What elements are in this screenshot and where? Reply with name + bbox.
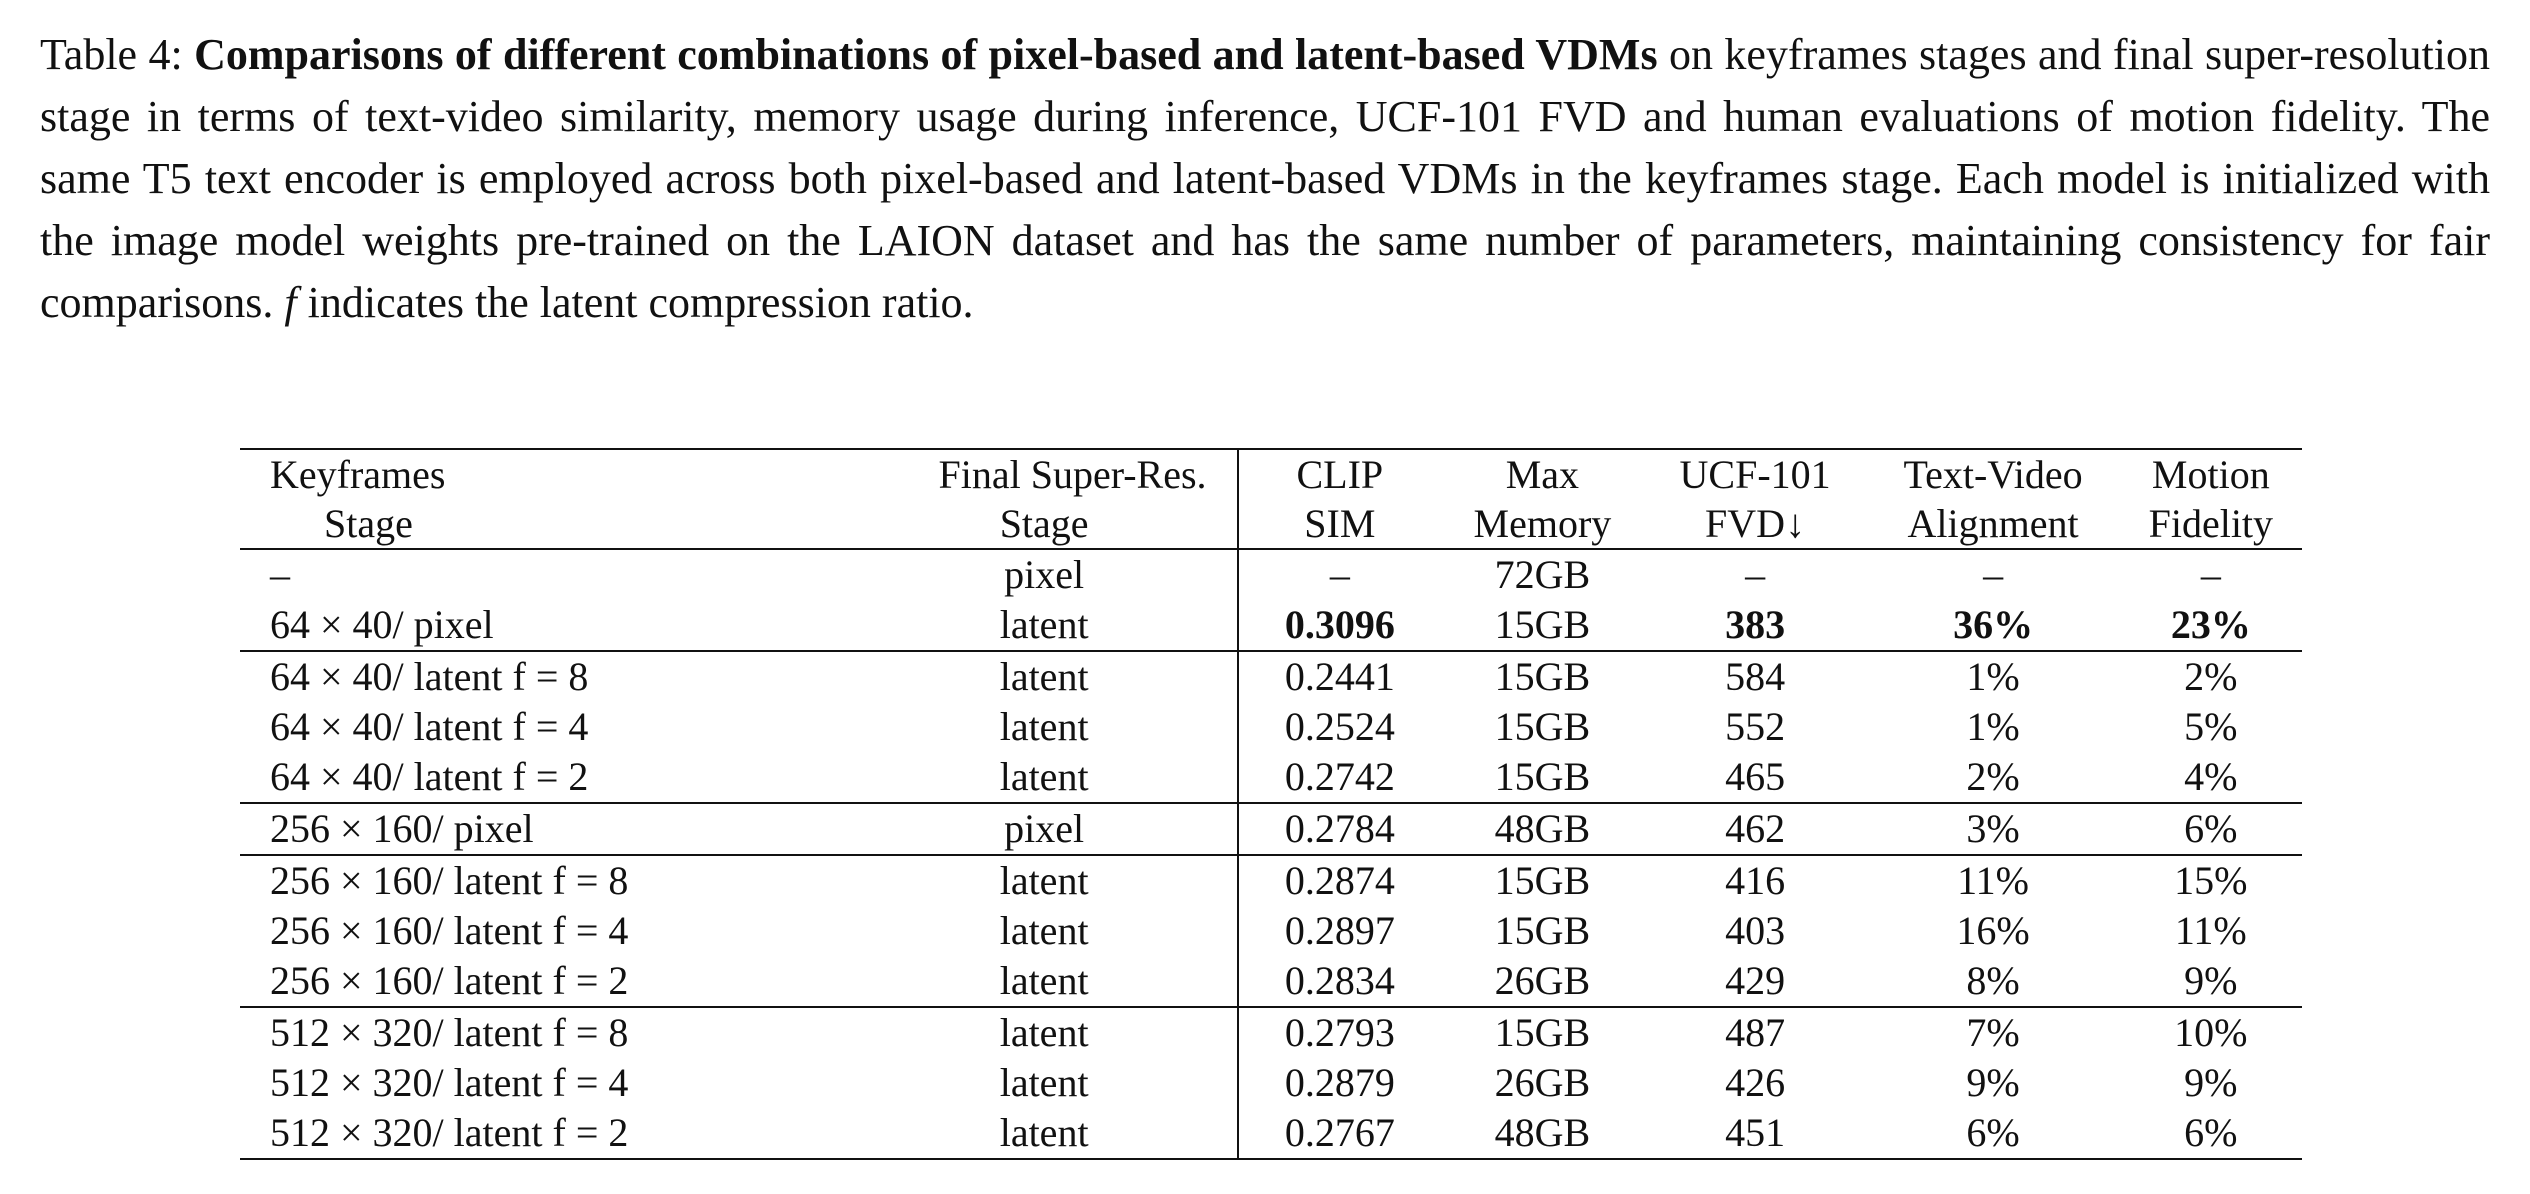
caption-label: Table 4:: [40, 30, 183, 79]
header-keyframes-line2: Stage: [240, 499, 852, 549]
cell-mf-best: 23%: [2170, 602, 2251, 647]
cell-super-res: latent: [852, 651, 1238, 702]
cell-keyframes: 64 × 40/ latent f = 4: [270, 704, 589, 749]
cell-keyframes: 512 × 320/ latent f = 4: [270, 1060, 629, 1105]
table-row: [240, 1058, 2302, 1108]
cell-memory: 26GB: [1494, 958, 1591, 1003]
header-tva-line2: Alignment: [1866, 499, 2119, 549]
cell-mf: 4%: [2184, 754, 2238, 799]
cell-super-res: latent: [852, 855, 1238, 906]
cell-fvd: 487: [1644, 1007, 1867, 1058]
header-fvd-line2: FVD↓: [1644, 499, 1867, 549]
cell-mf: 6%: [2120, 1108, 2302, 1159]
caption-f-symbol: f: [284, 278, 297, 327]
cell-tva: 2%: [1966, 754, 2020, 799]
results-table: [240, 448, 2302, 1160]
caption-bold-title: Comparisons of different combinations of pixel-based and latent-based VDMs: [194, 30, 1658, 79]
cell-clip: –: [1329, 552, 1350, 597]
cell-tva: 9%: [1966, 1060, 2020, 1105]
cell-tva: 3%: [1866, 803, 2119, 855]
table-row: [240, 1007, 2302, 1058]
cell-mf: –: [2200, 552, 2221, 597]
cell-tva: 6%: [1866, 1108, 2119, 1159]
cell-memory: 15GB: [1441, 855, 1644, 906]
cell-clip: 0.2784: [1238, 803, 1442, 855]
table-row: [240, 855, 2302, 906]
table-row: [240, 752, 2302, 803]
table-row: [240, 956, 2302, 1007]
cell-tva: 8%: [1966, 958, 2020, 1003]
cell-tva: 1%: [1866, 651, 2119, 702]
cell-super-res: latent: [852, 1058, 1238, 1108]
cell-keyframes: [240, 651, 852, 702]
cell-super-res: latent: [852, 752, 1238, 803]
cell-super-res: latent: [852, 702, 1238, 752]
cell-tva: –: [1983, 552, 2004, 597]
cell-tva-best: 36%: [1953, 602, 2034, 647]
cell-keyframes: 256 × 160/ latent f = 2: [270, 958, 629, 1003]
header-tva-line1: Text-Video: [1866, 449, 2119, 499]
cell-memory: 15GB: [1494, 602, 1591, 647]
cell-super-res: latent: [852, 1108, 1238, 1159]
cell-mf: 10%: [2120, 1007, 2302, 1058]
cell-keyframes: 64 × 40/ pixel: [270, 602, 494, 647]
header-super-res-line2: Stage: [852, 499, 1238, 549]
cell-clip: 0.2834: [1284, 958, 1395, 1003]
header-memory-line2: Memory: [1441, 499, 1644, 549]
cell-mf: 6%: [2120, 803, 2302, 855]
cell-clip: 0.2524: [1284, 704, 1395, 749]
cell-memory: 15GB: [1494, 704, 1591, 749]
table-row: [240, 803, 2302, 855]
cell-clip: 0.2874: [1238, 855, 1442, 906]
table-row: [240, 906, 2302, 956]
header-clip-line2: SIM: [1238, 499, 1442, 549]
cell-clip: 0.2742: [1284, 754, 1395, 799]
cell-keyframes: 64 × 40/ latent f = 2: [270, 754, 589, 799]
header-mf-line1: Motion: [2120, 449, 2302, 499]
cell-clip: 0.2767: [1238, 1108, 1442, 1159]
cell-memory: 15GB: [1441, 651, 1644, 702]
table-row: [240, 1108, 2302, 1159]
cell-fvd: 403: [1725, 908, 1786, 953]
cell-tva: 1%: [1966, 704, 2020, 749]
cell-memory: 15GB: [1494, 908, 1591, 953]
cell-mf: 11%: [2174, 908, 2247, 953]
header-super-res-line1: Final Super-Res.: [852, 449, 1238, 499]
cell-memory: 48GB: [1441, 803, 1644, 855]
cell-mf: 9%: [2184, 1060, 2238, 1105]
caption-body: on keyframes stages and final super-resolution stage in terms of text-video similarity, memory usage during inference, UCF-101 FVD and human evaluations of motion fidelity. The same T5 text encoder is employed across both pixel-based and latent-based VDMs in the keyframes stage. Each model is initialized with the image model weights pre-trained on the LAION dataset and has the same number of parameters, maintaining consistency for fair comparisons.: [40, 30, 2491, 327]
table-row: [240, 600, 2302, 651]
cell-memory: 15GB: [1494, 754, 1591, 799]
cell-tva: 7%: [1866, 1007, 2119, 1058]
cell-super-res: latent: [852, 956, 1238, 1007]
cell-tva: 16%: [1956, 908, 2030, 953]
header-keyframes-line1: Keyframes: [240, 449, 852, 499]
table-row: [240, 651, 2302, 702]
cell-super-res: pixel: [852, 803, 1238, 855]
cell-memory: 72GB: [1494, 552, 1591, 597]
table-row: [240, 702, 2302, 752]
cell-memory: 48GB: [1441, 1108, 1644, 1159]
header-mf-line2: Fidelity: [2120, 499, 2302, 549]
cell-mf: 15%: [2120, 855, 2302, 906]
cell-fvd: –: [1745, 552, 1766, 597]
cell-fvd: 584: [1644, 651, 1867, 702]
cell-fvd: 552: [1725, 704, 1786, 749]
cell-clip: 0.2793: [1238, 1007, 1442, 1058]
cell-super-res: pixel: [852, 549, 1238, 600]
cell-fvd: 416: [1644, 855, 1867, 906]
header-clip-line1: CLIP: [1238, 449, 1442, 499]
header-fvd-line1: UCF-101: [1644, 449, 1867, 499]
cell-keyframes: 256 × 160/ latent f = 8: [240, 855, 852, 906]
cell-memory: 15GB: [1441, 1007, 1644, 1058]
cell-keyframes: 256 × 160/ latent f = 4: [270, 908, 629, 953]
cell-clip: 0.2879: [1284, 1060, 1395, 1105]
cell-keyframes: –: [270, 552, 290, 597]
table-caption: [40, 24, 2490, 334]
cell-fvd: 426: [1725, 1060, 1786, 1105]
cell-keyframes: 256 × 160/ pixel: [240, 803, 852, 855]
cell-mf: 5%: [2184, 704, 2238, 749]
cell-super-res: latent: [852, 906, 1238, 956]
cell-keyframes: 512 × 320/ latent f = 8: [240, 1007, 852, 1058]
cell-keyframes-text: 64 × 40/ latent f = 8: [270, 654, 589, 699]
cell-clip: 0.2897: [1284, 908, 1395, 953]
caption-tail: indicates the latent compression ratio.: [296, 278, 974, 327]
cell-memory: 26GB: [1494, 1060, 1591, 1105]
cell-fvd: 451: [1644, 1108, 1867, 1159]
cell-keyframes: 512 × 320/ latent f = 2: [240, 1108, 852, 1159]
cell-tva: 11%: [1866, 855, 2119, 906]
cell-super-res: latent: [852, 600, 1238, 651]
header-memory-line1: Max: [1441, 449, 1644, 499]
cell-mf: 2%: [2120, 651, 2302, 702]
table-row: [240, 549, 2302, 600]
cell-super-res: latent: [852, 1007, 1238, 1058]
cell-clip-best: 0.3096: [1284, 602, 1395, 647]
cell-fvd-best: 383: [1725, 602, 1786, 647]
cell-clip: 0.2441: [1238, 651, 1442, 702]
cell-fvd: 462: [1644, 803, 1867, 855]
cell-fvd: 429: [1725, 958, 1786, 1003]
results-table-container: [240, 448, 2302, 1160]
cell-mf: 9%: [2184, 958, 2238, 1003]
cell-fvd: 465: [1725, 754, 1786, 799]
